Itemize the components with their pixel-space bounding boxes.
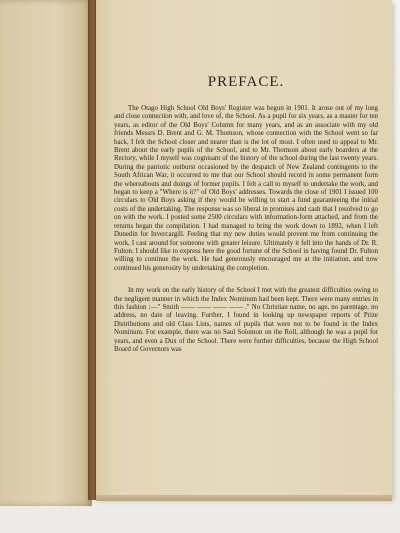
page-edge-bottom [96,495,392,501]
left-page-edge [0,0,92,506]
page-title: PREFACE. [207,74,285,90]
paragraph-2: In my work on the early history of the School I met with the greatest difficulties owing to the negligent manner in which the Index Nominum had been kept. There were many entries in this fashion :—" Smith —— —— —— —— ." No Christian name, no age, no parentage, no address, no date of leaving. Further, I found in looking up newspaper reports of Prize Distributions and old Class Lists, names of pupils that were not to be found in the Index Nominum. For example, there was no Saul Solomon on the Roll, although he was a pupil for years, and even a Dux of the School. There were further difficulties, because the High School Board of Governors was [114,287,378,353]
paragraph-1: The Otago High School Old Boys' Register was begun in 1901. It arose out of my long and close connection with, and love of, the School. As a pupil for six years, as a master for ten years, as editor of the Old Boys' Column for many years, and as an associate with my old friends Messrs D. Brent and G. M. Thomson, whose connection with the School went so far back, I felt the School closer and nearer than is the lot of most. I often used to appeal to Mr. Brent about the early pupils of the School, and to Mr. Thomson about early boarders at the Rectory, while I myself was cognisant of the history of the school during the last twenty years. During the patriotic outburst occasioned by the despatch of New Zealand contingents to the South African War, it occurred to me that our School should record in some permanent form the whereabouts and doings of former pupils. I felt a call to myself to undertake the work, and began to keep a "Where is it?" of Old Boys' addresses. Towards the close of 1901 I issued 100 circulars to Old Boys asking if they would be willing to start a fund guaranteeing the initial costs of the undertaking. The response was so liberal in promises and cash that I resolved to go on with the work. I posted some 2500 circulars with information-form attached, and from the returns began the compilation. I had managed to bring the work down to 1892, when I left Dunedin for Invercargill. Feeling that my new duties would prevent me from continuing the work, I cast around for someone with greater leisure. Ultimately it fell into the hands of Dr. R. Fulton. I should like to express here the good fortune of the School in having found Dr. Fulton willing to continue the work. He had generously encouraged me at the initiation, and now continued his generosity by undertaking the completion. [114,105,378,272]
page-content [114,74,378,354]
